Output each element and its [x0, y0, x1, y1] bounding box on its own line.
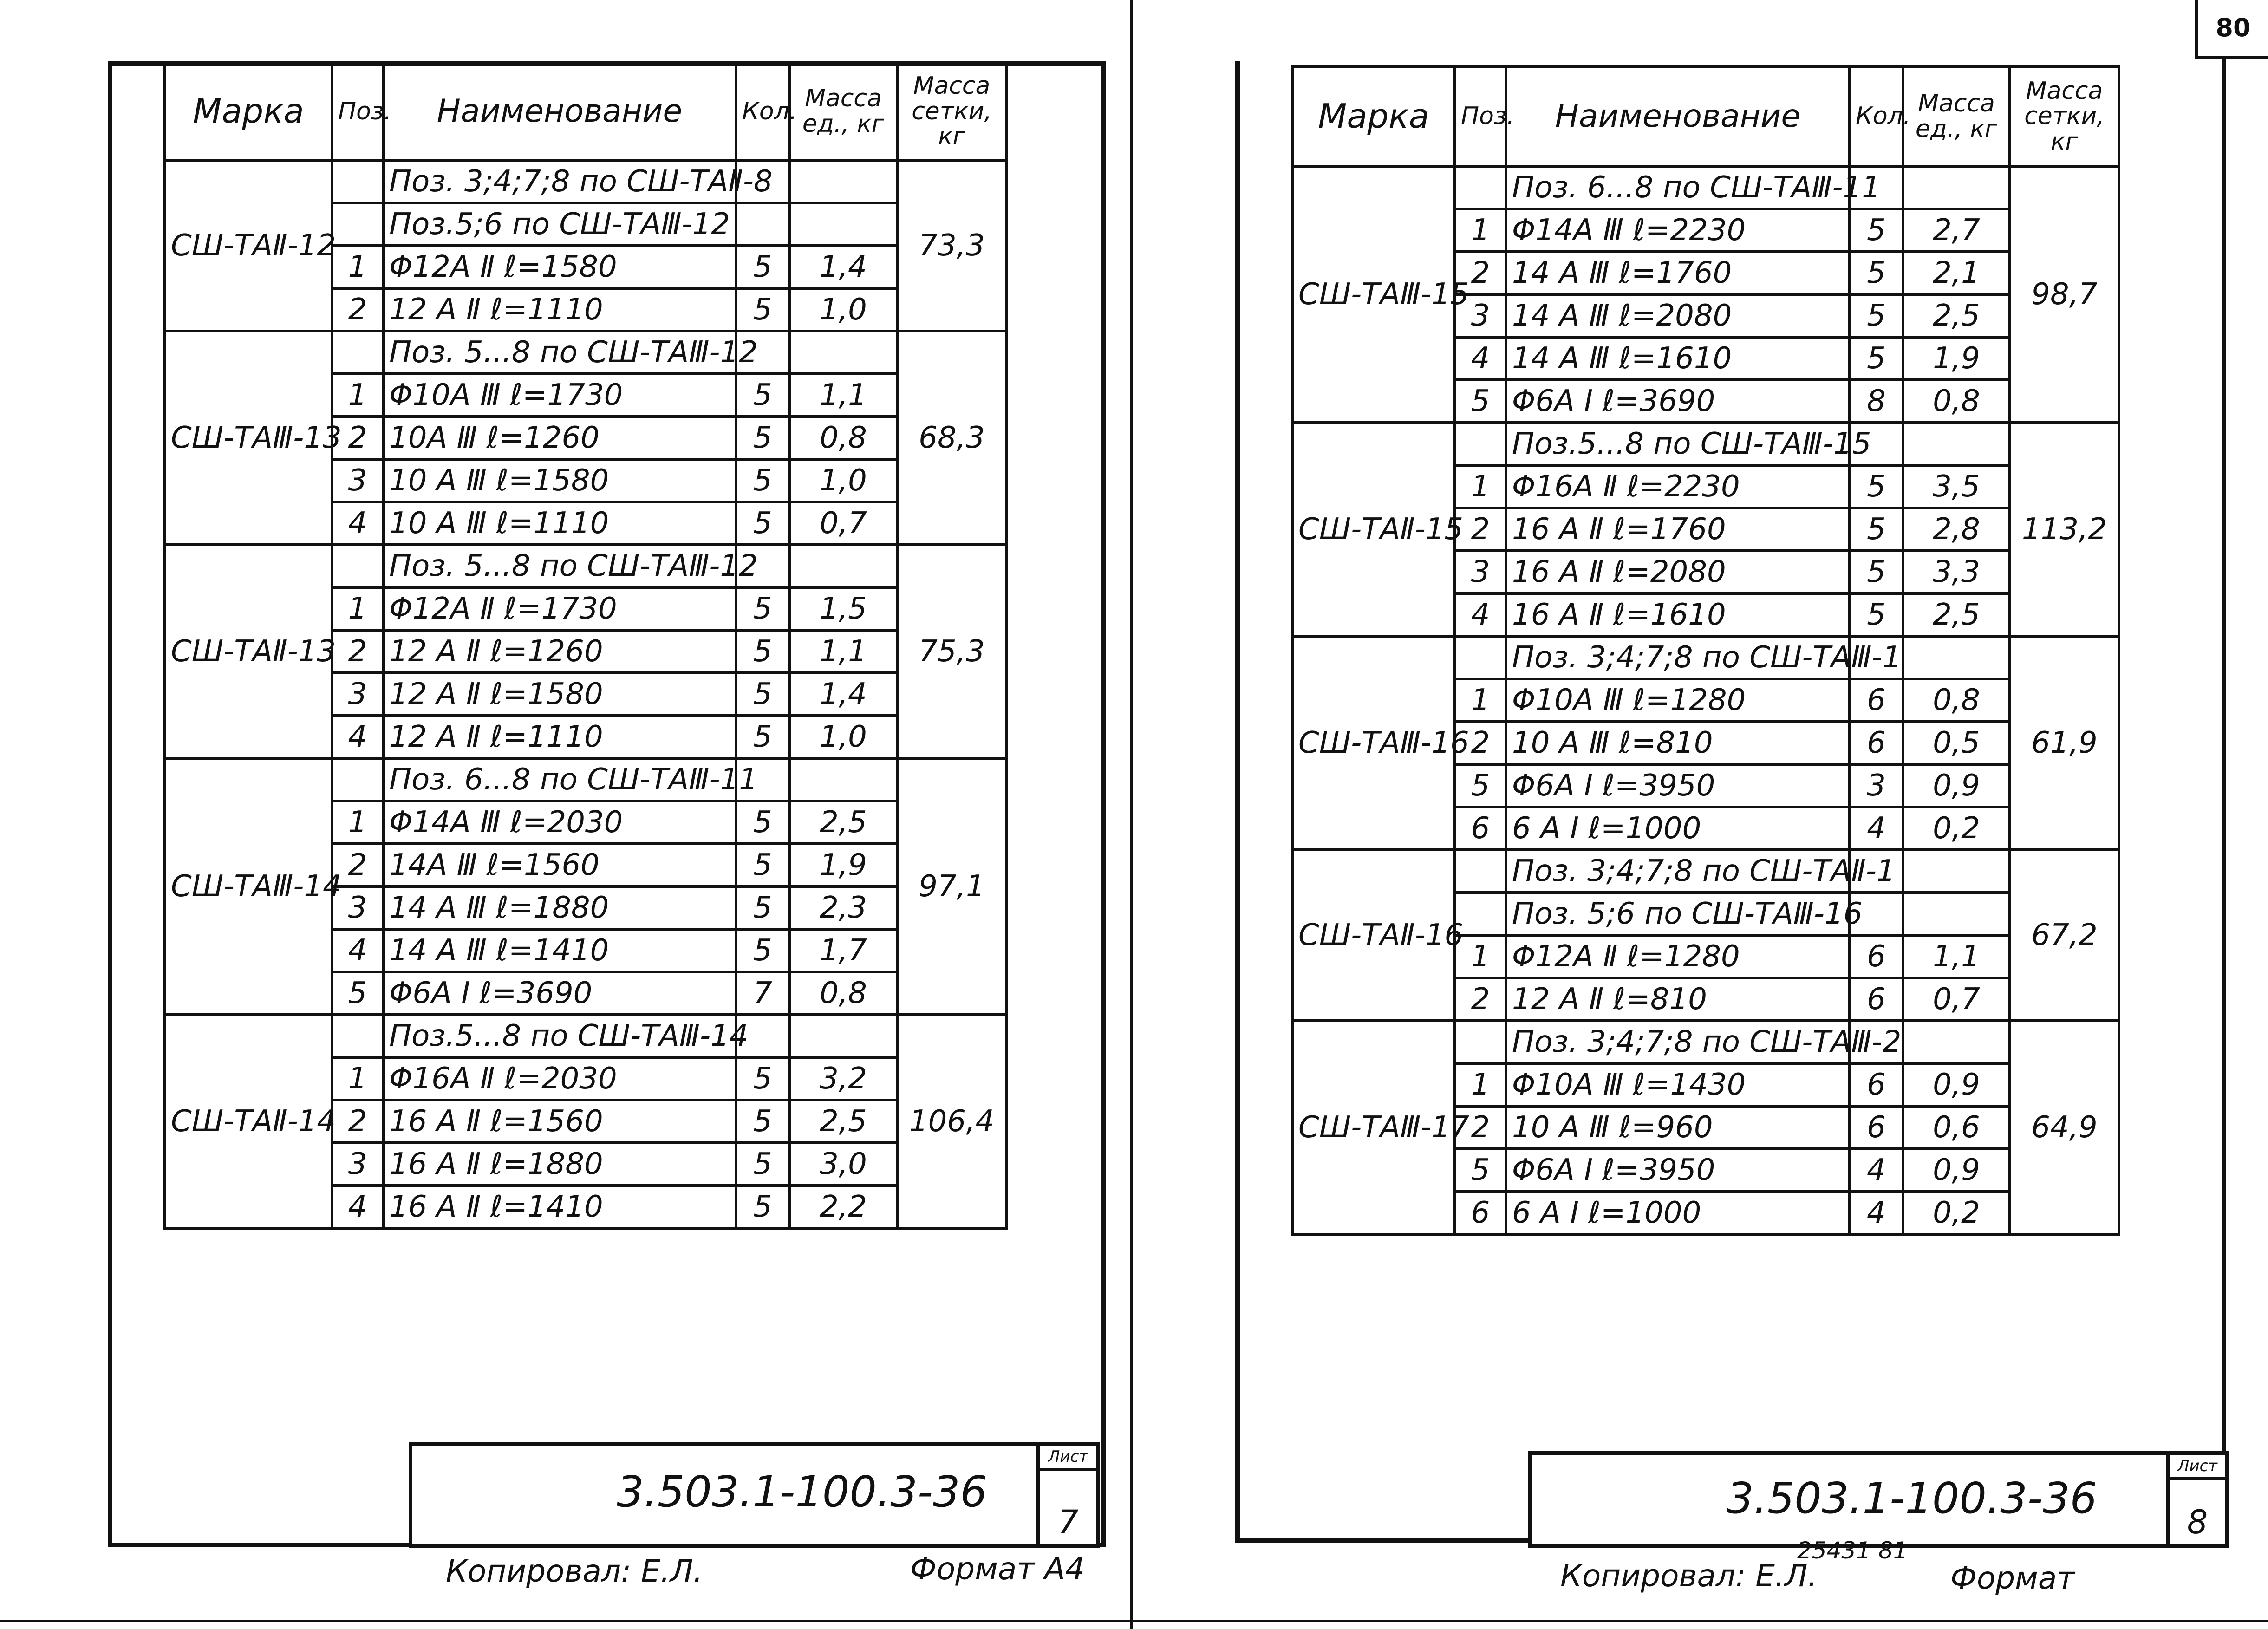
unit-mass-cell: 1,0 — [789, 288, 897, 331]
quantity-cell: 3 — [1850, 764, 1903, 807]
name-cell: Φ6А I ℓ=3950 — [1506, 764, 1850, 807]
name-cell: Поз. 3;4;7;8 по СШ-ТАⅡ-8 — [383, 160, 736, 203]
name-cell: 14 А Ⅲ ℓ=2080 — [1506, 294, 1850, 337]
name-cell: Поз. 3;4;7;8 по СШ-ТАⅢ-1 — [1506, 636, 1850, 679]
header-marka: Марка — [165, 63, 332, 160]
position-cell: 4 — [1455, 593, 1506, 636]
name-cell: 12 А Ⅱ ℓ=810 — [1506, 978, 1850, 1021]
right-spec-table — [1291, 65, 2120, 1236]
position-cell — [1455, 166, 1506, 209]
unit-mass-cell — [1903, 893, 2010, 935]
position-cell: 2 — [1455, 252, 1506, 294]
unit-mass-cell: 0,8 — [1903, 679, 2010, 722]
table-row — [165, 1015, 1006, 1057]
quantity-cell: 4 — [1850, 1192, 1903, 1234]
unit-mass-cell: 0,7 — [1903, 978, 2010, 1021]
name-cell: Поз.5;6 по СШ-ТАⅢ-12 — [383, 203, 736, 246]
unit-mass-cell: 0,9 — [1903, 764, 2010, 807]
unit-mass-cell: 0,5 — [1903, 722, 2010, 764]
name-cell: Φ16А Ⅱ ℓ=2230 — [1506, 465, 1850, 508]
quantity-cell: 5 — [736, 459, 789, 502]
position-cell: 2 — [332, 417, 383, 459]
mark-cell: СШ-ТАⅢ-14 — [165, 758, 332, 1015]
quantity-cell: 5 — [736, 246, 789, 288]
mesh-mass-cell: 73,3 — [897, 160, 1006, 331]
header-qty: Кол. — [736, 63, 789, 160]
quantity-cell: 5 — [736, 417, 789, 459]
name-cell: 12 А Ⅱ ℓ=1260 — [383, 630, 736, 673]
position-cell: 4 — [1455, 337, 1506, 380]
position-cell: 1 — [332, 246, 383, 288]
name-cell: 16 А Ⅱ ℓ=1610 — [1506, 593, 1850, 636]
position-cell — [332, 1015, 383, 1057]
unit-mass-cell: 1,9 — [789, 844, 897, 886]
unit-mass-cell: 0,8 — [789, 972, 897, 1015]
unit-mass-cell — [789, 545, 897, 587]
unit-mass-cell — [789, 160, 897, 203]
position-cell: 1 — [1455, 465, 1506, 508]
unit-mass-cell: 2,3 — [789, 886, 897, 929]
left-title-block — [409, 1442, 1100, 1548]
table-row — [1292, 636, 2119, 679]
header-name: Наименование — [383, 63, 736, 160]
name-cell: Поз. 6...8 по СШ-ТАⅢ-11 — [383, 758, 736, 801]
header-qty: Кол. — [1850, 66, 1903, 166]
unit-mass-cell: 2,1 — [1903, 252, 2010, 294]
mark-cell: СШ-ТАⅢ-13 — [165, 331, 332, 545]
quantity-cell: 5 — [736, 374, 789, 417]
name-cell: Поз. 3;4;7;8 по СШ-ТАⅢ-2 — [1506, 1021, 1850, 1063]
unit-mass-cell: 0,2 — [1903, 1192, 2010, 1234]
page-number: 80 — [2195, 0, 2268, 59]
position-cell: 4 — [332, 502, 383, 545]
center-divider — [1130, 0, 1133, 1629]
unit-mass-cell: 1,4 — [789, 246, 897, 288]
unit-mass-cell: 1,5 — [789, 587, 897, 630]
position-cell: 2 — [1455, 722, 1506, 764]
unit-mass-cell — [789, 203, 897, 246]
position-cell: 2 — [332, 288, 383, 331]
quantity-cell: 5 — [1850, 209, 1903, 252]
unit-mass-cell: 2,8 — [1903, 508, 2010, 551]
name-cell: Φ12А Ⅱ ℓ=1730 — [383, 587, 736, 630]
position-cell: 2 — [1455, 978, 1506, 1021]
unit-mass-cell: 3,0 — [789, 1143, 897, 1186]
quantity-cell: 5 — [736, 1143, 789, 1186]
unit-mass-cell: 0,9 — [1903, 1149, 2010, 1192]
mesh-mass-cell: 68,3 — [897, 331, 1006, 545]
position-cell: 1 — [332, 801, 383, 844]
right-sheet-label: Лист — [2170, 1457, 2225, 1480]
quantity-cell: 5 — [1850, 593, 1903, 636]
right-doc-code: 3.503.1-100.3-36 — [1727, 1473, 2097, 1523]
position-cell: 1 — [332, 374, 383, 417]
name-cell: 14 А Ⅲ ℓ=1880 — [383, 886, 736, 929]
right-sheet-number: 8 — [2187, 1503, 2208, 1541]
unit-mass-cell: 3,5 — [1903, 465, 2010, 508]
mesh-mass-cell: 106,4 — [897, 1015, 1006, 1228]
mark-cell: СШ-ТАⅢ-17 — [1292, 1021, 1455, 1234]
table-row — [1292, 166, 2119, 209]
name-cell: 6 А I ℓ=1000 — [1506, 807, 1850, 850]
position-cell: 5 — [332, 972, 383, 1015]
mesh-mass-cell: 64,9 — [2010, 1021, 2119, 1234]
position-cell: 2 — [332, 630, 383, 673]
name-cell: Поз. 5;6 по СШ-ТАⅢ-16 — [1506, 893, 1850, 935]
name-cell: Φ12А Ⅱ ℓ=1580 — [383, 246, 736, 288]
position-cell: 1 — [1455, 209, 1506, 252]
position-cell: 1 — [332, 587, 383, 630]
name-cell: 6 А I ℓ=1000 — [1506, 1192, 1850, 1234]
table-row — [165, 545, 1006, 587]
quantity-cell: 5 — [1850, 294, 1903, 337]
name-cell: 14 А Ⅲ ℓ=1760 — [1506, 252, 1850, 294]
position-cell: 1 — [332, 1057, 383, 1100]
unit-mass-cell: 0,9 — [1903, 1063, 2010, 1106]
right-frame-right — [2222, 56, 2226, 1537]
position-cell — [332, 758, 383, 801]
unit-mass-cell: 1,1 — [789, 630, 897, 673]
name-cell: 12 А Ⅱ ℓ=1110 — [383, 716, 736, 758]
position-cell: 4 — [332, 1186, 383, 1228]
unit-mass-cell: 2,7 — [1903, 209, 2010, 252]
name-cell: Поз. 6...8 по СШ-ТАⅢ-11 — [1506, 166, 1850, 209]
position-cell: 5 — [1455, 764, 1506, 807]
bottom-rule — [0, 1620, 2268, 1622]
position-cell: 3 — [332, 886, 383, 929]
position-cell: 6 — [1455, 807, 1506, 850]
quantity-cell: 5 — [736, 929, 789, 972]
position-cell — [332, 331, 383, 374]
quantity-cell: 4 — [1850, 807, 1903, 850]
quantity-cell: 6 — [1850, 1106, 1903, 1149]
name-cell: Φ12А Ⅱ ℓ=1280 — [1506, 935, 1850, 978]
unit-mass-cell — [1903, 636, 2010, 679]
right-format: Формат — [1950, 1560, 2075, 1596]
quantity-cell: 5 — [736, 502, 789, 545]
unit-mass-cell: 2,2 — [789, 1186, 897, 1228]
quantity-cell: 5 — [736, 587, 789, 630]
quantity-cell: 5 — [736, 1100, 789, 1143]
name-cell: Φ14А Ⅲ ℓ=2230 — [1506, 209, 1850, 252]
left-table-body — [165, 160, 1006, 1228]
name-cell: Поз. 5...8 по СШ-ТАⅢ-12 — [383, 545, 736, 587]
quantity-cell: 6 — [1850, 1063, 1903, 1106]
left-sheet-label: Лист — [1040, 1447, 1096, 1471]
name-cell: 16 А Ⅱ ℓ=1760 — [1506, 508, 1850, 551]
position-cell: 2 — [1455, 1106, 1506, 1149]
unit-mass-cell: 1,1 — [789, 374, 897, 417]
mesh-mass-cell: 67,2 — [2010, 850, 2119, 1021]
position-cell — [1455, 636, 1506, 679]
left-format: Формат А4 — [910, 1551, 1085, 1587]
right-copied-by: Копировал: Е.Л. — [1560, 1558, 1818, 1594]
unit-mass-cell — [1903, 166, 2010, 209]
quantity-cell: 5 — [1850, 508, 1903, 551]
header-mass-unit: Масса ед., кг — [789, 63, 897, 160]
table-row — [165, 160, 1006, 203]
position-cell: 4 — [332, 929, 383, 972]
quantity-cell: 5 — [736, 716, 789, 758]
quantity-cell: 5 — [1850, 337, 1903, 380]
header-name: Наименование — [1506, 66, 1850, 166]
name-cell: 16 А Ⅱ ℓ=1880 — [383, 1143, 736, 1186]
name-cell: 10 А Ⅲ ℓ=1110 — [383, 502, 736, 545]
name-cell: Поз.5...8 по СШ-ТАⅢ-15 — [1506, 423, 1850, 465]
quantity-cell: 4 — [1850, 1149, 1903, 1192]
quantity-cell: 5 — [1850, 551, 1903, 593]
mark-cell: СШ-ТАⅢ-15 — [1292, 166, 1455, 423]
position-cell — [1455, 850, 1506, 893]
right-table-body — [1292, 166, 2119, 1234]
unit-mass-cell: 1,1 — [1903, 935, 2010, 978]
unit-mass-cell: 2,5 — [789, 801, 897, 844]
unit-mass-cell: 0,8 — [789, 417, 897, 459]
unit-mass-cell: 1,0 — [789, 459, 897, 502]
position-cell: 5 — [1455, 380, 1506, 423]
quantity-cell: 6 — [1850, 935, 1903, 978]
position-cell: 1 — [1455, 679, 1506, 722]
name-cell: Φ6А I ℓ=3690 — [383, 972, 736, 1015]
position-cell: 3 — [332, 673, 383, 716]
quantity-cell: 5 — [1850, 465, 1903, 508]
header-pos: Поз. — [332, 63, 383, 160]
quantity-cell: 5 — [736, 1057, 789, 1100]
header-mass-mesh: Масса сетки, кг — [2010, 66, 2119, 166]
left-copied-by: Копировал: Е.Л. — [446, 1553, 703, 1589]
name-cell: 10 А Ⅲ ℓ=810 — [1506, 722, 1850, 764]
unit-mass-cell: 1,0 — [789, 716, 897, 758]
name-cell: Φ6А I ℓ=3950 — [1506, 1149, 1850, 1192]
table-row — [165, 758, 1006, 801]
position-cell: 4 — [332, 716, 383, 758]
header-mass-unit: Масса ед., кг — [1903, 66, 2010, 166]
unit-mass-cell: 1,9 — [1903, 337, 2010, 380]
mesh-mass-cell: 75,3 — [897, 545, 1006, 758]
table-row — [1292, 423, 2119, 465]
position-cell: 6 — [1455, 1192, 1506, 1234]
quantity-cell: 8 — [1850, 380, 1903, 423]
quantity-cell: 5 — [736, 844, 789, 886]
position-cell: 3 — [332, 1143, 383, 1186]
name-cell: 16 А Ⅱ ℓ=1560 — [383, 1100, 736, 1143]
left-sheet-box — [1036, 1446, 1096, 1544]
quantity-cell: 6 — [1850, 722, 1903, 764]
quantity-cell — [736, 203, 789, 246]
unit-mass-cell — [789, 331, 897, 374]
unit-mass-cell: 0,7 — [789, 502, 897, 545]
position-cell: 5 — [1455, 1149, 1506, 1192]
mark-cell: СШ-ТАⅡ-13 — [165, 545, 332, 758]
mark-cell: СШ-ТАⅡ-12 — [165, 160, 332, 331]
position-cell — [332, 545, 383, 587]
name-cell: Φ10А Ⅲ ℓ=1280 — [1506, 679, 1850, 722]
left-sheet-number: 7 — [1057, 1503, 1079, 1541]
position-cell: 1 — [1455, 1063, 1506, 1106]
position-cell: 3 — [1455, 551, 1506, 593]
name-cell: Φ10А Ⅲ ℓ=1430 — [1506, 1063, 1850, 1106]
name-cell: Φ16А Ⅱ ℓ=2030 — [383, 1057, 736, 1100]
position-cell: 3 — [332, 459, 383, 502]
name-cell: 12 А Ⅱ ℓ=1580 — [383, 673, 736, 716]
name-cell: Φ10А Ⅲ ℓ=1730 — [383, 374, 736, 417]
position-cell — [332, 203, 383, 246]
name-cell: Поз.5...8 по СШ-ТАⅢ-14 — [383, 1015, 736, 1057]
unit-mass-cell: 1,4 — [789, 673, 897, 716]
unit-mass-cell: 2,5 — [789, 1100, 897, 1143]
mesh-mass-cell: 97,1 — [897, 758, 1006, 1015]
quantity-cell: 5 — [736, 801, 789, 844]
right-archive-number: 25431 81 — [1797, 1537, 1908, 1564]
left-spec-table — [163, 61, 1008, 1230]
quantity-cell: 5 — [736, 886, 789, 929]
right-sheet-box — [2166, 1455, 2225, 1544]
quantity-cell: 5 — [1850, 252, 1903, 294]
mark-cell: СШ-ТАⅡ-15 — [1292, 423, 1455, 636]
unit-mass-cell: 3,3 — [1903, 551, 2010, 593]
quantity-cell: 6 — [1850, 679, 1903, 722]
name-cell: 16 А Ⅱ ℓ=1410 — [383, 1186, 736, 1228]
mark-cell: СШ-ТАⅡ-14 — [165, 1015, 332, 1228]
unit-mass-cell: 0,6 — [1903, 1106, 2010, 1149]
unit-mass-cell: 0,2 — [1903, 807, 2010, 850]
position-cell — [332, 160, 383, 203]
unit-mass-cell: 2,5 — [1903, 593, 2010, 636]
position-cell — [1455, 423, 1506, 465]
header-mass-mesh: Масса сетки, кг — [897, 63, 1006, 160]
quantity-cell: 5 — [736, 673, 789, 716]
name-cell: 10 А Ⅲ ℓ=960 — [1506, 1106, 1850, 1149]
name-cell: 14 А Ⅲ ℓ=1610 — [1506, 337, 1850, 380]
name-cell: 14 А Ⅲ ℓ=1410 — [383, 929, 736, 972]
table-row — [1292, 850, 2119, 893]
unit-mass-cell — [789, 758, 897, 801]
position-cell — [1455, 1021, 1506, 1063]
mark-cell: СШ-ТАⅡ-16 — [1292, 850, 1455, 1021]
right-title-block — [1528, 1451, 2229, 1548]
mark-cell: СШ-ТАⅢ-16 — [1292, 636, 1455, 850]
name-cell: 10А Ⅲ ℓ=1260 — [383, 417, 736, 459]
mesh-mass-cell: 113,2 — [2010, 423, 2119, 636]
position-cell: 2 — [332, 1100, 383, 1143]
quantity-cell: 5 — [736, 630, 789, 673]
unit-mass-cell — [789, 1015, 897, 1057]
name-cell: Поз. 3;4;7;8 по СШ-ТАⅡ-1 — [1506, 850, 1850, 893]
table-row — [165, 331, 1006, 374]
name-cell: 10 А Ⅲ ℓ=1580 — [383, 459, 736, 502]
unit-mass-cell: 1,7 — [789, 929, 897, 972]
name-cell: Поз. 5...8 по СШ-ТАⅢ-12 — [383, 331, 736, 374]
quantity-cell: 5 — [736, 288, 789, 331]
table-row — [1292, 1021, 2119, 1063]
name-cell: 16 А Ⅱ ℓ=2080 — [1506, 551, 1850, 593]
unit-mass-cell: 0,8 — [1903, 380, 2010, 423]
position-cell: 3 — [1455, 294, 1506, 337]
position-cell: 2 — [332, 844, 383, 886]
mesh-mass-cell: 98,7 — [2010, 166, 2119, 423]
header-marka: Марка — [1292, 66, 1455, 166]
name-cell: 12 А Ⅱ ℓ=1110 — [383, 288, 736, 331]
position-cell: 1 — [1455, 935, 1506, 978]
unit-mass-cell: 2,5 — [1903, 294, 2010, 337]
unit-mass-cell: 3,2 — [789, 1057, 897, 1100]
quantity-cell: 6 — [1850, 978, 1903, 1021]
quantity-cell: 7 — [736, 972, 789, 1015]
mesh-mass-cell: 61,9 — [2010, 636, 2119, 850]
name-cell: 14А Ⅲ ℓ=1560 — [383, 844, 736, 886]
unit-mass-cell — [1903, 1021, 2010, 1063]
unit-mass-cell — [1903, 423, 2010, 465]
position-cell: 2 — [1455, 508, 1506, 551]
header-pos: Поз. — [1455, 66, 1506, 166]
name-cell: Φ14А Ⅲ ℓ=2030 — [383, 801, 736, 844]
left-doc-code: 3.503.1-100.3-36 — [617, 1467, 987, 1517]
name-cell: Φ6А I ℓ=3690 — [1506, 380, 1850, 423]
unit-mass-cell — [1903, 850, 2010, 893]
quantity-cell: 5 — [736, 1186, 789, 1228]
